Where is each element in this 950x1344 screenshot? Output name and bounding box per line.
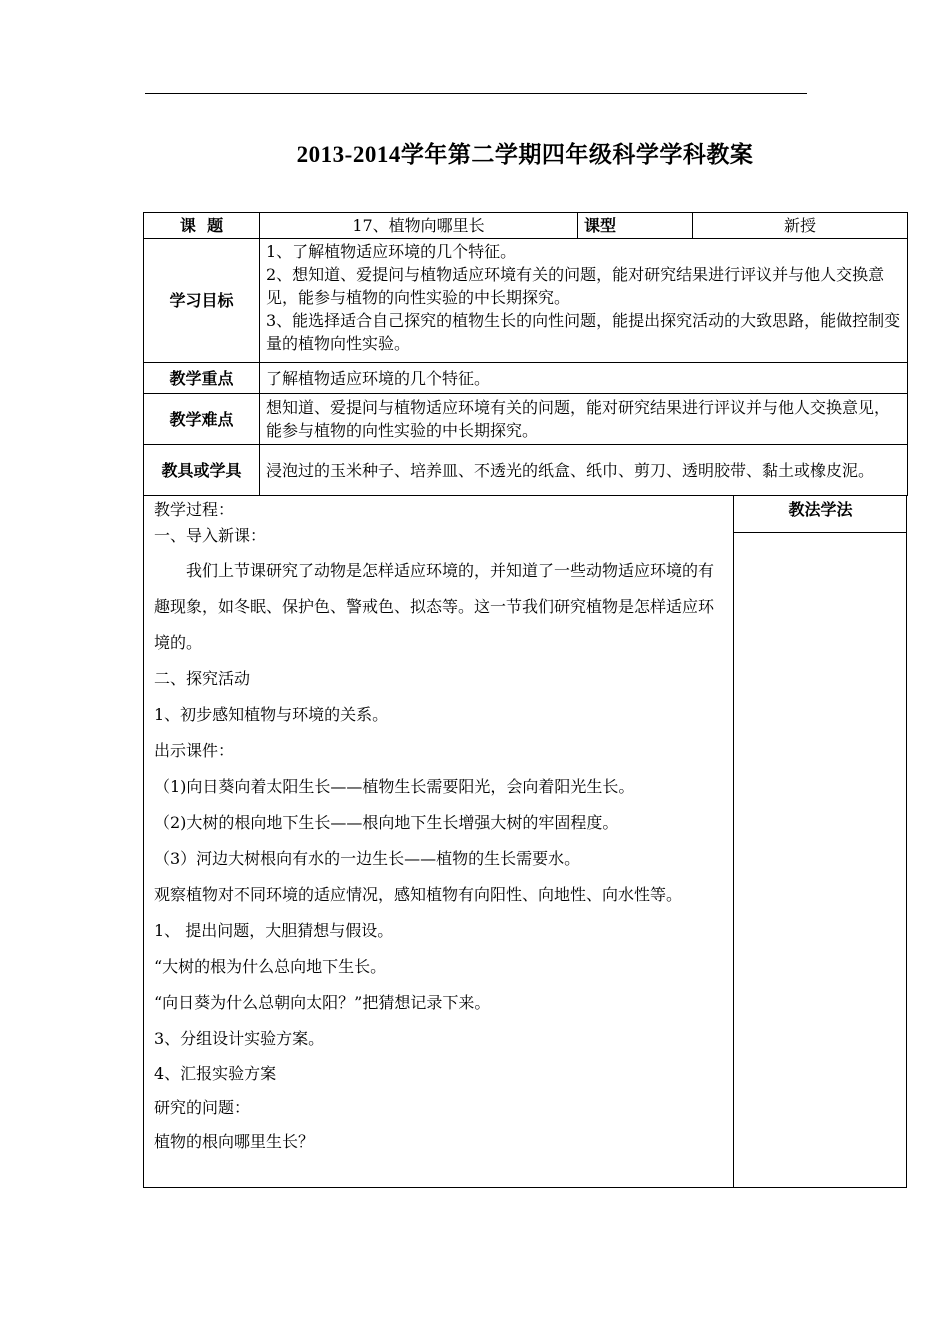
- column-divider: [733, 495, 734, 1187]
- goal-item: 2、想知道、爱提问与植物适应环境有关的问题，能对研究结果进行评议并与他人交换意见，能参与植物的向性实验的中长期探究。: [266, 265, 885, 307]
- process-line: 出示课件：: [154, 741, 235, 760]
- process-line: 研究的问题：: [154, 1098, 251, 1117]
- tools-label: 教具或学具: [144, 445, 260, 496]
- difficulty-row: [144, 394, 908, 445]
- process-line: “大树的根为什么总向地下生长。: [154, 957, 387, 976]
- process-content: [154, 497, 726, 1159]
- process-line: 4、汇报实验方案: [154, 1064, 277, 1083]
- document-title: 2013-2014学年第二学期四年级科学学科教案: [296, 142, 754, 167]
- tools-row: [144, 445, 908, 496]
- goals-cell: [260, 239, 908, 363]
- goals-label: 学习目标: [144, 239, 260, 363]
- key-value: 了解植物适应环境的几个特征。: [260, 363, 908, 394]
- process-line: 植物的根向哪里生长？: [154, 1132, 315, 1151]
- topic-value: 17、植物向哪里长: [260, 213, 578, 239]
- type-label: 课型: [578, 213, 693, 239]
- process-line: 3、分组设计实验方案。: [154, 1029, 325, 1048]
- process-heading: 教学过程：: [154, 500, 235, 519]
- key-row: [144, 363, 908, 394]
- process-line: 二、探究活动: [154, 669, 251, 688]
- goal-item: 3、能选择适合自己探究的植物生长的向性问题，能提出探究活动的大致思路，能做控制变量的植物向性实验。: [266, 311, 901, 353]
- methods-header: 教法学法: [734, 495, 907, 533]
- key-label: 教学重点: [144, 363, 260, 394]
- difficulty-label: 教学难点: [144, 394, 260, 445]
- difficulty-value: 想知道、爱提问与植物适应环境有关的问题，能对研究结果进行评议并与他人交换意见，能参与植物的向性实验的中长期探究。: [260, 394, 908, 445]
- header-rule: [145, 93, 807, 94]
- process-line: 1、 提出问题，大胆猜想与假设。: [154, 921, 394, 940]
- type-value: 新授: [693, 213, 908, 239]
- tools-value: 浸泡过的玉米种子、培养皿、不透光的纸盒、纸巾、剪刀、透明胶带、黏土或橡皮泥。: [260, 445, 908, 496]
- process-line: “向日葵为什么总朝向太阳？”把猜想记录下来。: [154, 993, 491, 1012]
- process-line: 一、导入新课：: [154, 526, 267, 545]
- topic-label: 课 题: [144, 213, 260, 239]
- teaching-process-section: [143, 495, 907, 1188]
- lesson-info-table: [143, 212, 908, 496]
- process-line: 1、初步感知植物与环境的关系。: [154, 705, 389, 724]
- process-line: 观察植物对不同环境的适应情况，感知植物有向阳性、向地性、向水性等。: [154, 885, 683, 904]
- process-line: （1)向日葵向着太阳生长——植物生长需要阳光，会向着阳光生长。: [154, 777, 635, 796]
- process-line: （3）河边大树根向有水的一边生长——植物的生长需要水。: [154, 849, 581, 868]
- goal-item: 1、了解植物适应环境的几个特征。: [266, 242, 517, 261]
- process-paragraph: 我们上节课研究了动物是怎样适应环境的，并知道了一些动物适应环境的有趣现象，如冬眠、保护色、警戒色、拟态等。这一节我们研究植物是怎样适应环境的。: [154, 561, 715, 652]
- process-line: （2)大树的根向地下生长——根向地下生长增强大树的牢固程度。: [154, 813, 619, 832]
- topic-row: [144, 213, 908, 239]
- goals-row: [144, 239, 908, 363]
